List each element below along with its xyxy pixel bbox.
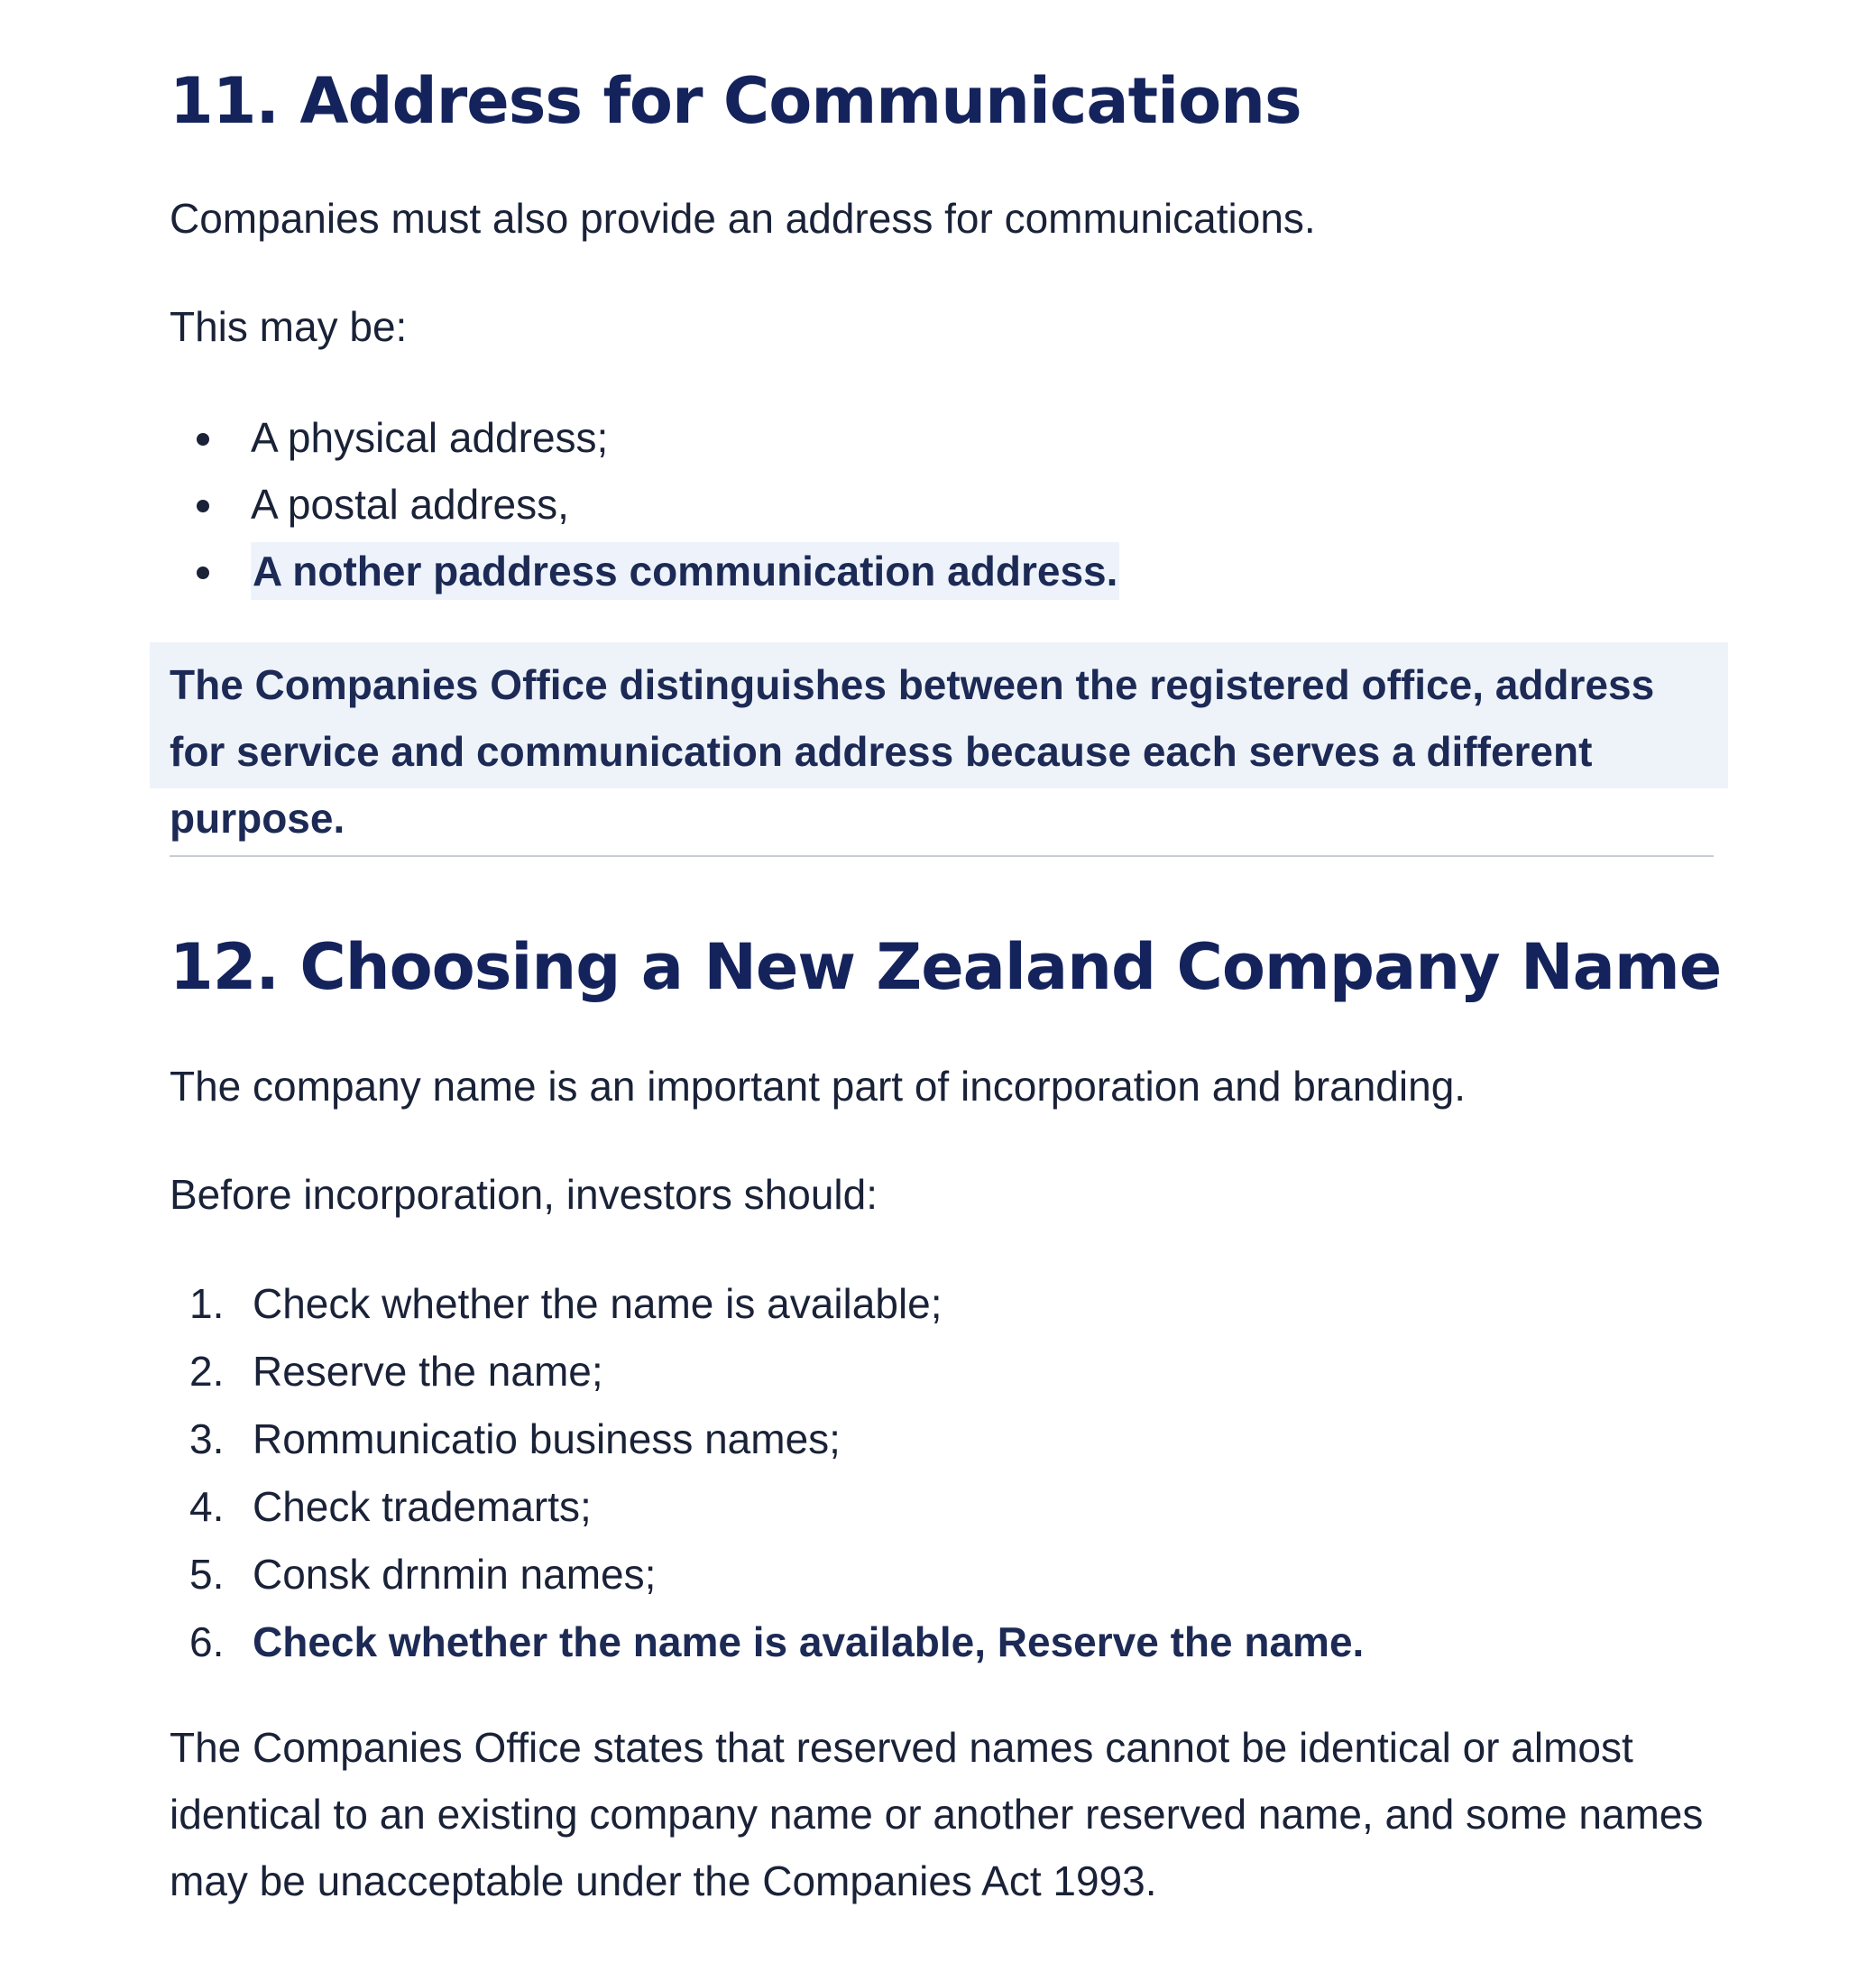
list-item-text: A nother paddress communication address. bbox=[251, 542, 1119, 600]
list-item-number: 2. bbox=[189, 1348, 225, 1395]
list-item-text: Consk drnmin names; bbox=[253, 1551, 657, 1598]
list-item bbox=[170, 1338, 1364, 1405]
list-item-text: Check whether the name is available; bbox=[253, 1280, 943, 1327]
list-item-number: 5. bbox=[189, 1551, 225, 1598]
section-11-heading: 11. Address for Communications bbox=[170, 64, 1301, 138]
list-item-text: Check trademarts; bbox=[253, 1483, 592, 1530]
list-item-text: Check whether the name is available, Reserve the name. bbox=[253, 1618, 1365, 1665]
list-item bbox=[170, 1405, 1364, 1473]
bullet-icon bbox=[197, 500, 209, 512]
list-item bbox=[170, 1541, 1364, 1608]
callout-text: The Companies Office distinguishes between the registered office, address for service and communication address because each serves a different purpose. bbox=[170, 661, 1655, 842]
list-item-text: Rommunicatio business names; bbox=[253, 1415, 841, 1462]
bullet-icon bbox=[197, 433, 209, 446]
callout-box bbox=[150, 642, 1728, 842]
list-item bbox=[170, 1608, 1364, 1676]
list-item bbox=[170, 404, 1119, 471]
list-item-number: 3. bbox=[189, 1415, 225, 1462]
list-item-number: 1. bbox=[189, 1280, 225, 1327]
bullet-icon bbox=[197, 567, 209, 579]
list-item-text: A physical address; bbox=[251, 414, 609, 461]
list-item-number: 4. bbox=[189, 1483, 225, 1530]
section-12-closing: The Companies Office states that reserved names cannot be identical or almost identical to an existing company name or another reserved name, and some names may be unacceptable under the Companies Act 1993. bbox=[170, 1724, 1704, 1904]
section-12-lead: Before incorporation, investors should: bbox=[170, 1171, 878, 1218]
naming-steps-list bbox=[170, 1270, 1364, 1676]
list-item bbox=[170, 471, 1119, 538]
section-11-lead: This may be: bbox=[170, 303, 408, 350]
section-12-intro: The company name is an important part of incorporation and branding. bbox=[170, 1063, 1467, 1110]
section-11-intro: Companies must also provide an address for communications. bbox=[170, 195, 1316, 242]
list-item bbox=[170, 1473, 1364, 1541]
list-item-number: 6. bbox=[189, 1618, 225, 1665]
address-type-list bbox=[170, 404, 1119, 604]
list-item bbox=[170, 1270, 1364, 1338]
list-item bbox=[170, 538, 1119, 604]
list-item-text: Reserve the name; bbox=[253, 1348, 603, 1395]
list-item-text: A postal address, bbox=[251, 481, 569, 528]
section-12-heading: 12. Choosing a New Zealand Company Name bbox=[170, 930, 1722, 1004]
section-divider bbox=[170, 855, 1714, 857]
